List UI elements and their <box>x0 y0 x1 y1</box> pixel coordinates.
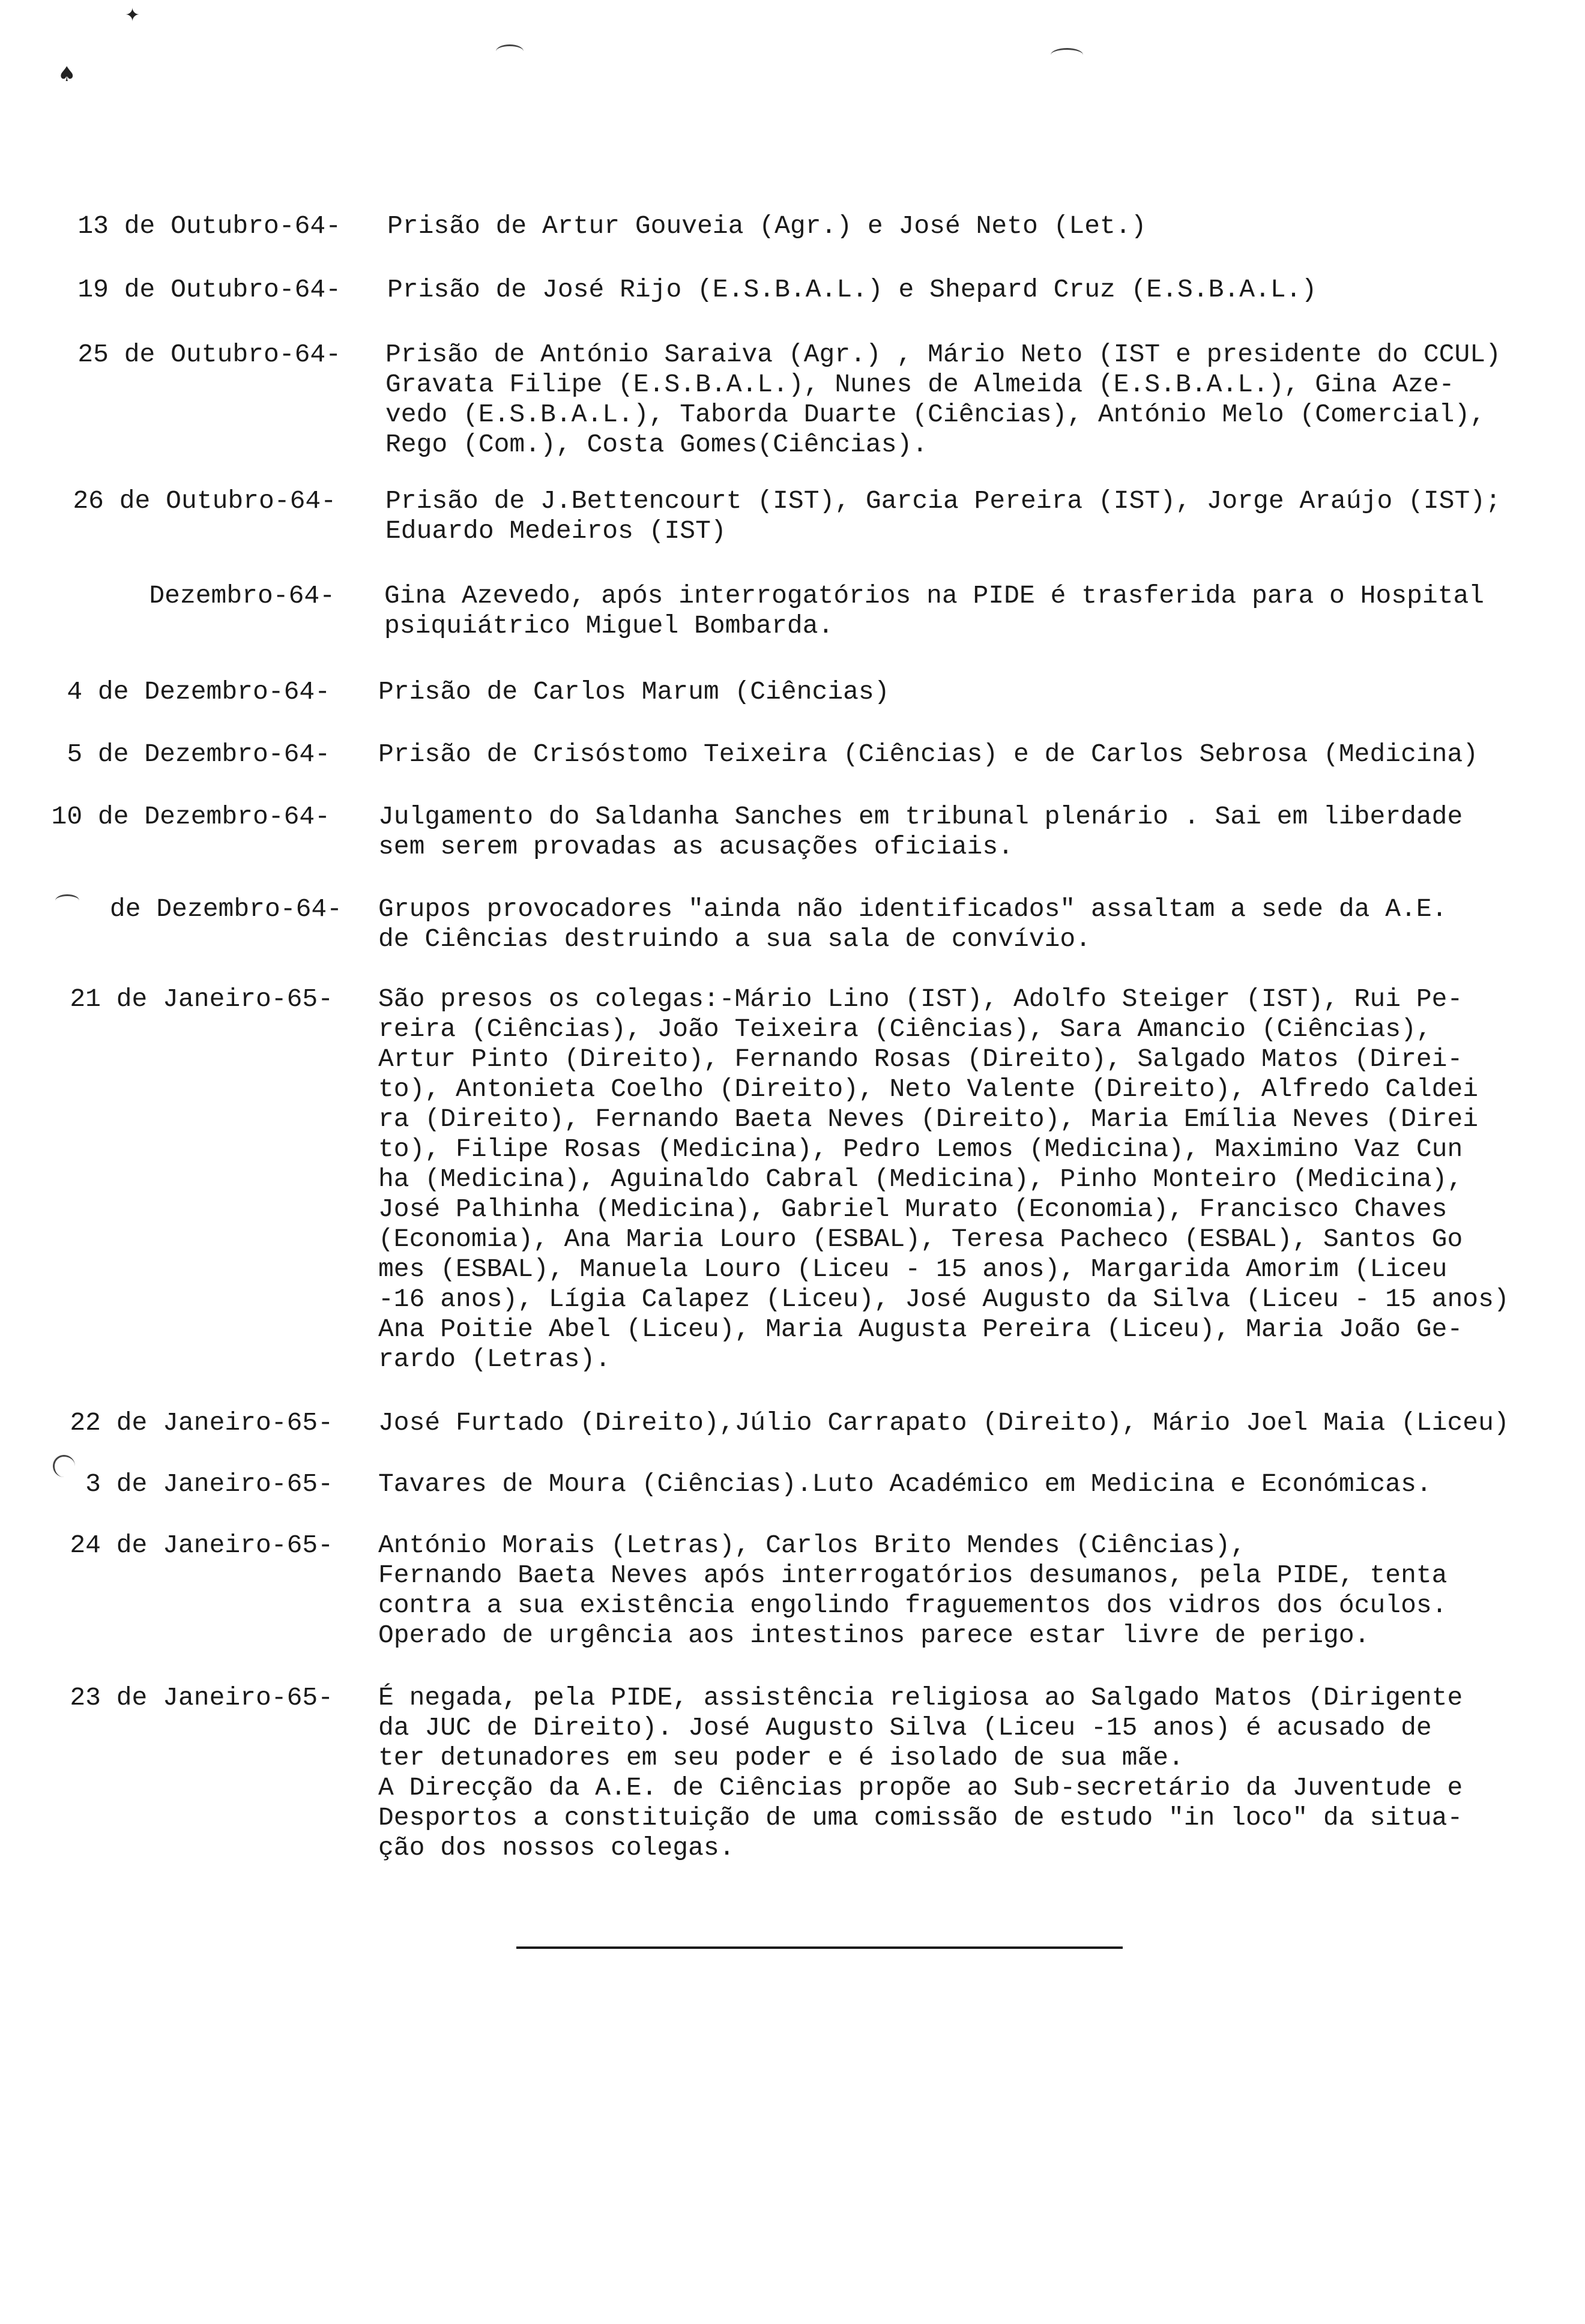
entry-line: reira (Ciências), João Teixeira (Ciências), Sara Amancio (Ciências), <box>378 1014 1432 1044</box>
entry-line: Fernando Baeta Neves após interrogatórios desumanos, pela PIDE, tenta <box>378 1561 1448 1590</box>
entry-line: de Ciências destruindo a sua sala de convívio. <box>378 924 1091 954</box>
entry-line: Prisão de António Saraiva (Agr.) , Mário Neto (IST e presidente do CCUL) <box>385 340 1501 369</box>
entry-date: 22 de Janeiro-65- <box>70 1408 333 1437</box>
entry-line: Prisão de José Rijo (E.S.B.A.L.) e Shepard Cruz (E.S.B.A.L.) <box>387 275 1317 304</box>
entry-line: ção dos nossos colegas. <box>378 1833 735 1862</box>
entry-line: É negada, pela PIDE, assistência religiosa ao Salgado Matos (Dirigente <box>378 1683 1463 1712</box>
entry-line: Operado de urgência aos intestinos parece estar livre de perigo. <box>378 1621 1370 1650</box>
entry-text <box>385 486 1538 546</box>
entry-date: 19 de Outubro-64- <box>77 275 341 304</box>
entry-text <box>384 581 1537 641</box>
entry-line: da JUC de Direito). José Augusto Silva (Liceu -15 anos) é acusado de <box>378 1713 1432 1742</box>
entry-text <box>378 1531 1531 1651</box>
entry-date: 26 de Outubro-64- <box>73 486 336 516</box>
entry-line: Prisão de Carlos Marum (Ciências) <box>378 677 890 706</box>
entry-line: ter detunadores em seu poder e é isolado de sua mãe. <box>378 1743 1184 1772</box>
scan-mark <box>496 44 524 58</box>
entry-line: mes (ESBAL), Manuela Louro (Liceu - 15 anos), Margarida Amorim (Liceu <box>378 1254 1448 1284</box>
scan-mark: ♠ <box>58 62 76 86</box>
entry-date: 21 de Janeiro-65- <box>70 984 333 1014</box>
entry-line: Eduardo Medeiros (IST) <box>385 516 726 546</box>
entry-date: 10 de Dezembro-64- <box>51 802 330 831</box>
entry-date: de Dezembro-64- <box>109 894 342 924</box>
scan-mark <box>1051 48 1083 62</box>
entry-line: to), Antonieta Coelho (Direito), Neto Valente (Direito), Alfredo Caldei <box>378 1074 1479 1104</box>
entry-line: Tavares de Moura (Ciências).Luto Académico em Medicina e Económicas. <box>378 1469 1432 1499</box>
entry-line: Julgamento do Saldanha Sanches em tribunal plenário . Sai em liberdade <box>378 802 1463 831</box>
entry-line: São presos os colegas:-Mário Lino (IST), Adolfo Steiger (IST), Rui Pe- <box>378 984 1463 1014</box>
entry-line: Gravata Filipe (E.S.B.A.L.), Nunes de Almeida (E.S.B.A.L.), Gina Aze- <box>385 370 1455 399</box>
entry-date: 3 de Janeiro-65- <box>85 1469 333 1499</box>
entry-line: Prisão de Artur Gouveia (Agr.) e José Neto (Let.) <box>387 211 1147 241</box>
entry-line: sem serem provadas as acusações oficiais. <box>378 832 1013 861</box>
closing-divider <box>516 1946 1123 1949</box>
entry-line: (Economia), Ana Maria Louro (ESBAL), Teresa Pacheco (ESBAL), Santos Go <box>378 1224 1463 1254</box>
entry-text <box>378 802 1531 862</box>
entry-date: 24 de Janeiro-65- <box>70 1531 333 1560</box>
entry-line: José Palhinha (Medicina), Gabriel Murato (Economia), Francisco Chaves <box>378 1194 1448 1224</box>
entry-line: psiquiátrico Miguel Bombarda. <box>384 611 834 640</box>
entry-line: Desportos a constituição de uma comissão de estudo "in loco" da situa- <box>378 1803 1463 1832</box>
entry-line: Artur Pinto (Direito), Fernando Rosas (Direito), Salgado Matos (Direi- <box>378 1044 1463 1074</box>
entry-text <box>378 1469 1531 1499</box>
entry-text <box>385 340 1538 460</box>
entry-text <box>387 211 1540 241</box>
entry-date: 25 de Outubro-64- <box>77 340 341 369</box>
entry-line: ra (Direito), Fernando Baeta Neves (Direito), Maria Emília Neves (Direi <box>378 1104 1479 1134</box>
entry-line: vedo (E.S.B.A.L.), Taborda Duarte (Ciências), António Melo (Comercial), <box>385 400 1486 429</box>
scan-mark <box>55 894 79 907</box>
entry-text <box>378 894 1531 954</box>
entry-line: to), Filipe Rosas (Medicina), Pedro Lemos (Medicina), Maximino Vaz Cun <box>378 1134 1463 1164</box>
entry-text <box>378 1683 1531 1863</box>
entry-text <box>378 739 1531 769</box>
entry-date: 13 de Outubro-64- <box>77 211 341 241</box>
scan-mark <box>53 1455 75 1477</box>
entry-line: rardo (Letras). <box>378 1344 611 1374</box>
entry-line: Rego (Com.), Costa Gomes(Ciências). <box>385 430 928 459</box>
entry-line: Gina Azevedo, após interrogatórios na PIDE é trasferida para o Hospital <box>384 581 1485 610</box>
entry-line: António Morais (Letras), Carlos Brito Mendes (Ciências), <box>378 1531 1246 1560</box>
entry-date: 23 de Janeiro-65- <box>70 1683 333 1712</box>
entry-text <box>378 984 1531 1374</box>
entry-line: A Direcção da A.E. de Ciências propõe ao Sub-secretário da Juventude e <box>378 1773 1463 1802</box>
scan-mark: ✦ <box>125 5 140 26</box>
entry-date: Dezembro-64- <box>149 581 335 610</box>
entry-line: Grupos provocadores "ainda não identificados" assaltam a sede da A.E. <box>378 894 1448 924</box>
entry-date: 5 de Dezembro-64- <box>67 739 330 769</box>
entry-line: -16 anos), Lígia Calapez (Liceu), José Augusto da Silva (Liceu - 15 anos) <box>378 1284 1509 1314</box>
entry-line: José Furtado (Direito),Júlio Carrapato (Direito), Mário Joel Maia (Liceu) <box>378 1408 1509 1437</box>
entry-line: ha (Medicina), Aguinaldo Cabral (Medicina), Pinho Monteiro (Medicina), <box>378 1164 1463 1194</box>
entry-date: 4 de Dezembro-64- <box>67 677 330 706</box>
entry-line: Prisão de J.Bettencourt (IST), Garcia Pereira (IST), Jorge Araújo (IST); <box>385 486 1501 516</box>
entry-text <box>378 1408 1531 1438</box>
entry-line: contra a sua existência engolindo fraguementos dos vidros dos óculos. <box>378 1591 1448 1620</box>
entry-text <box>387 275 1540 305</box>
entry-line: Prisão de Crisóstomo Teixeira (Ciências) e de Carlos Sebrosa (Medicina) <box>378 739 1479 769</box>
entry-line: Ana Poitie Abel (Liceu), Maria Augusta Pereira (Liceu), Maria João Ge- <box>378 1314 1463 1344</box>
entry-text <box>378 677 1531 707</box>
